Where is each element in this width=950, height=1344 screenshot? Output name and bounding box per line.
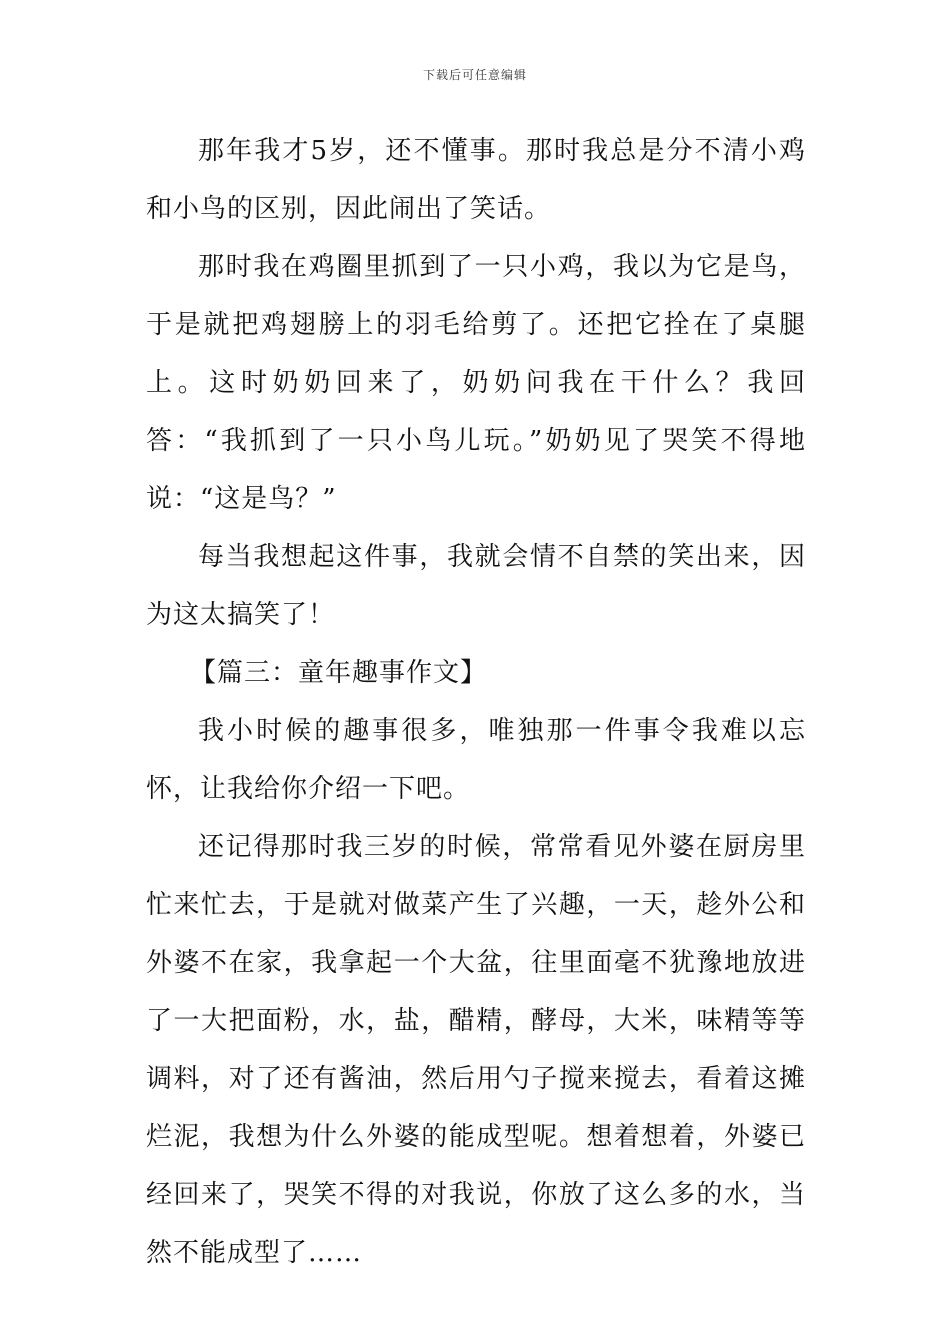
paragraph-1: 那年我才5岁，还不懂事。那时我总是分不清小鸡和小鸟的区别，因此闹出了笑话。 [146, 136, 806, 224]
page-header: 下载后可任意编辑 [422, 68, 527, 82]
paragraph-5: 还记得那时我三岁的时候，常常看见外婆在厨房里忙来忙去，于是就对做菜产生了兴趣，一天，趁外公和外婆不在家，我拿起一个大盆，往里面毫不犹豫地放进了一大把面粉，水，盐，醋精，酵母，大米，味精等等调料，对了还有酱油，然后用勺子搅来搅去，看着这摊烂泥，我想为什么外婆的能成型呢。想着想着，外婆已经回来了，哭笑不得的对我说，你放了这么多的水，当然不能成型了…… [146, 832, 806, 1268]
paragraph-2: 那时我在鸡圈里抓到了一只小鸡，我以为它是鸟，于是就把鸡翅膀上的羽毛给剪了。还把它拴在了桌腿上。这时奶奶回来了，奶奶问我在干什么？我回答：“我抓到了一只小鸟儿玩。”奶奶见了哭笑不得地说：“这是鸟？” [146, 252, 806, 514]
paragraph-4: 我小时候的趣事很多，唯独那一件事令我难以忘怀，让我给你介绍一下吧。 [146, 716, 806, 804]
section-heading: 【篇三：童年趣事作文】 [190, 658, 488, 688]
paragraph-3: 每当我想起这件事，我就会情不自禁的笑出来，因为这太搞笑了！ [146, 542, 806, 630]
document-body [146, 122, 806, 1282]
